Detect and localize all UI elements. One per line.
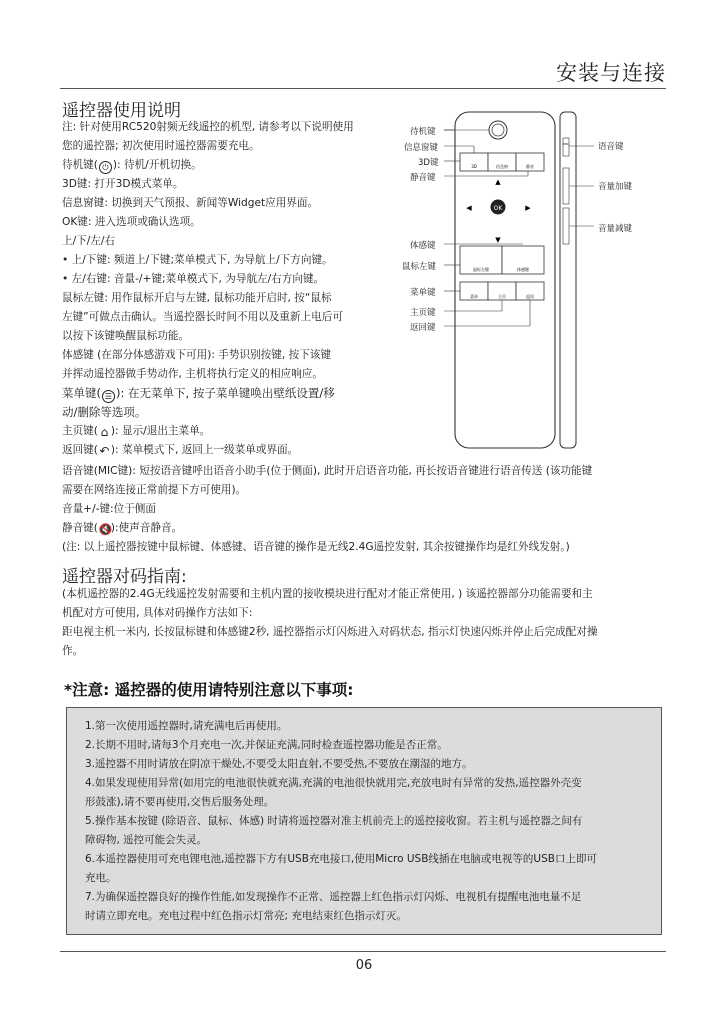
remote-motion-text: 体感键 <box>517 267 529 272</box>
remote-label-info: 信息窗键 <box>404 143 439 153</box>
usage-line: 注: 针对使用RC520射频无线遥控的机型, 请参考以下说明使用 <box>62 121 354 133</box>
home-key-label: 主页键( <box>62 425 98 437</box>
note-line: 障碍物, 遥控可能会失灵。 <box>85 834 208 846</box>
note-line: 1.第一次使用遥控器时,请充满电后再使用。 <box>85 720 288 732</box>
section-title-remote-usage: 遥控器使用说明 <box>62 101 181 121</box>
standby-key-desc: ): 待机/开机切换。 <box>112 159 202 171</box>
usage-line-mute <box>62 519 182 538</box>
remote-label-home: 主页键 <box>410 308 436 318</box>
mute-key-label: 静音键( <box>62 522 98 534</box>
usage-line: 动/删除等选项。 <box>62 405 147 419</box>
remote-label-vol-down: 音量减键 <box>598 224 633 234</box>
remote-side-body <box>560 112 576 448</box>
remote-side-mic-button <box>563 138 569 156</box>
usage-line: 体感键 (在部分体感游戏下可用): 手势识别按键, 按下该键 <box>62 349 331 361</box>
remote-label-mouse-left: 鼠标左键 <box>402 262 437 272</box>
home-icon: ⌂ <box>100 425 109 439</box>
note-line: 时请立即充电。充电过程中红色指示灯常亮; 充电结束红色指示灯灭。 <box>85 910 407 922</box>
page-header-title: 安装与连接 <box>556 61 666 85</box>
remote-info-text: 信息窗 <box>496 164 508 169</box>
usage-line: 音量+/-键:位于侧面 <box>62 503 156 515</box>
note-line: 6.本遥控器使用可充电锂电池,遥控器下方有USB充电接口,使用Micro USB线插在电脑或电视等的USB口上即可 <box>85 853 597 865</box>
section-title-pairing: 遥控器对码指南: <box>62 567 187 587</box>
menu-icon: ☰ <box>102 390 115 403</box>
usage-line: • 上/下键: 频道上/下键;菜单模式下, 为导航上/下方向键。 <box>62 254 333 266</box>
power-icon: ⏻ <box>99 161 112 174</box>
pairing-line: 机配对方可使用, 具体对码操作方法如下: <box>62 607 253 619</box>
notes-box <box>66 707 662 935</box>
mute-icon: 🔇 <box>98 523 113 536</box>
back-key-desc: ): 菜单模式下, 返回上一级菜单或界面。 <box>110 444 299 456</box>
usage-line: 信息窗键: 切换到天气预报、新闻等Widget应用界面。 <box>62 197 319 209</box>
standby-key-label: 待机键( <box>62 159 98 171</box>
remote-up-arrow: ▲ <box>495 178 501 186</box>
remote-right-arrow: ▶ <box>525 204 531 212</box>
remote-mouse-text: 鼠标左键 <box>473 267 489 272</box>
warning-title: *注意: 遥控器的使用请特别注意以下事项: <box>64 681 354 699</box>
remote-ok-text: OK <box>493 205 503 212</box>
header-rule <box>60 88 666 89</box>
remote-home-text: 主页 <box>498 294 506 299</box>
remote-mute-text: 静音 <box>526 164 534 169</box>
remote-label-standby: 待机键 <box>410 127 436 137</box>
note-line: 2.长期不用时,请每3个月充电一次,并保证充满,同时检查遥控器功能是否正常。 <box>85 739 448 751</box>
note-line: 充电。 <box>85 872 117 884</box>
usage-line: • 左/右键: 音量-/+键;菜单模式下, 为导航左/右方向键。 <box>62 273 325 285</box>
home-key-desc: ): 显示/退出主菜单。 <box>110 425 211 437</box>
usage-line: 鼠标左键: 用作鼠标开启与左键, 鼠标功能开启时, 按“鼠标 <box>62 292 332 304</box>
footer-rule <box>60 951 666 952</box>
usage-line-back <box>62 441 298 460</box>
usage-line: (注: 以上遥控器按键中鼠标键、体感键、语音键的操作是无线2.4G遥控发射, 其余按键操作均是红外线发射。) <box>62 541 570 553</box>
usage-line: 3D键: 打开3D模式菜单。 <box>62 178 184 190</box>
back-icon: ↶ <box>99 444 110 458</box>
note-line: 3.遥控器不用时请放在阴凉干燥处,不要受太阳直射,不要受热,不要放在潮湿的地方。 <box>85 758 473 770</box>
note-line: 7.为确保遥控器良好的操作性能,如发现操作不正常、遥控器上红色指示灯闪烁、电视机有提醒电池电量不足 <box>85 891 582 903</box>
remote-side-volup-button <box>563 168 569 204</box>
remote-side-voldown-button <box>563 208 569 244</box>
remote-3d-text: 3D <box>471 164 477 169</box>
pairing-line: 作。 <box>62 645 84 657</box>
pairing-line: 距电视主机一米内, 长按鼠标键和体感键2秒, 遥控器指示灯闪烁进入对码状态, 指示灯快速闪烁并停止后完成配对操 <box>62 626 598 638</box>
menu-key-desc: ): 在无菜单下, 按子菜单键唤出壁纸设置/移 <box>116 386 335 400</box>
remote-menu-text: 菜单 <box>470 294 478 299</box>
usage-line: OK键: 进入选项或确认选项。 <box>62 216 201 228</box>
note-line: 4.如果发现使用异常(如用完的电池很快就充满,充满的电池很快就用完,充放电时有异常的发热,遥控器外壳变 <box>85 777 582 789</box>
usage-line: 以按下该键唤醒鼠标功能。 <box>62 330 190 342</box>
pairing-line: (本机遥控器的2.4G无线遥控发射需要和主机内置的接收模块进行配对才能正常使用, ) 该遥控器部分功能需要和主 <box>62 588 593 600</box>
usage-line: 并挥动遥控器做手势动作, 主机将执行定义的相应响应。 <box>62 368 323 380</box>
remote-label-back: 返回键 <box>410 323 436 333</box>
remote-label-3d: 3D键 <box>418 158 439 168</box>
usage-line: 上/下/左/右 <box>62 235 116 247</box>
mute-key-desc: ):使声音静音。 <box>110 522 183 534</box>
remote-side-mic-text: MIC <box>563 142 569 146</box>
remote-down-arrow: ▼ <box>495 236 501 244</box>
usage-line: 左键”可做点击确认。当遥控器长时间不用以及重新上电后可 <box>62 311 343 323</box>
note-line: 形鼓涨),请不要再使用,交售后服务处理。 <box>85 796 275 808</box>
back-key-label: 返回键( <box>62 444 98 456</box>
remote-illustration <box>400 108 670 453</box>
usage-line: 需要在网络连接正常前提下方可使用)。 <box>62 484 247 496</box>
page-number: 06 <box>355 958 373 973</box>
remote-label-motion: 体感键 <box>410 241 436 251</box>
remote-label-mute: 静音键 <box>410 173 436 183</box>
remote-label-vol-up: 音量加键 <box>598 182 633 192</box>
remote-label-menu: 菜单键 <box>410 288 436 298</box>
usage-line-standby <box>62 156 202 175</box>
remote-left-arrow: ◀ <box>466 204 472 212</box>
menu-key-label: 菜单键( <box>62 386 101 400</box>
note-line: 5.操作基本按键 (除语音、鼠标、体感) 时请将遥控器对准主机前壳上的遥控接收窗。若主机与遥控器之间有 <box>85 815 583 827</box>
usage-line: 您的遥控器; 初次使用时遥控器需要充电。 <box>62 140 260 152</box>
remote-label-voice: 语音键 <box>598 142 624 152</box>
usage-line-menu <box>62 384 335 403</box>
remote-back-text: 返回 <box>526 294 534 299</box>
usage-line-home <box>62 422 210 441</box>
usage-line: 语音键(MIC键): 短按语音键呼出语音小助手(位于侧面), 此时开启语音功能, 再长按语音键进行语音传送 (该功能键 <box>62 465 593 477</box>
